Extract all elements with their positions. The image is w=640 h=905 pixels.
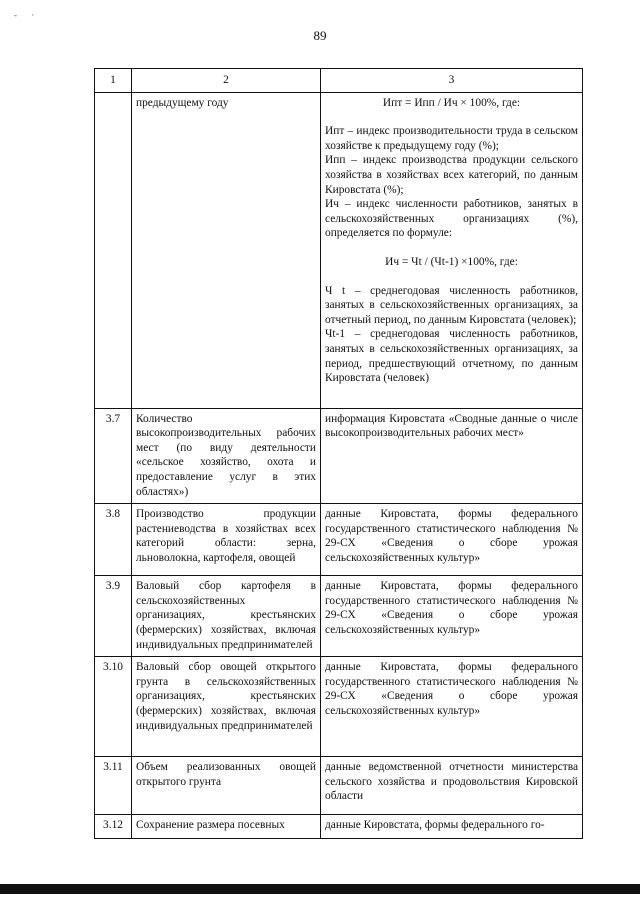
scan-bottom-edge	[0, 884, 640, 894]
table-row	[95, 504, 583, 576]
row-number: 3.8	[95, 504, 132, 576]
formula-headcount-index: Ич = Чt / (Чt-1) ×100%, где:	[385, 255, 518, 268]
table-row	[95, 815, 583, 839]
scan-corner-mark: - ·	[14, 10, 41, 20]
row-description: предыдущему году	[132, 92, 321, 408]
definition-ch-t: Ч t – среднегодовая численность работников, занятых в сельскохозяйственных организациях, за отчетный период, по данным Кировстата (человек);	[325, 284, 578, 326]
table-row	[95, 576, 583, 657]
table-header-row	[95, 69, 583, 93]
table-row	[95, 92, 583, 408]
row-number: 3.11	[95, 757, 132, 815]
row-source: данные Кировстата, формы федерального государственного статистического наблюдения № 29-СХ «Сведения о сборе урожая сельскохозяйственных культур»	[321, 657, 583, 757]
row-description: Сохранение размера посевных	[132, 815, 321, 839]
indicator-table	[94, 68, 583, 839]
definition-ipp: Ипп – индекс производства продукции сельского хозяйства в хозяйствах всех категорий, по данным Кировстата (%);	[325, 154, 578, 196]
row-description: Количество высокопроизводительных рабочих мест (по виду деятельности «сельское хозяйство, охота и предоставление услуг в этих областях»)	[132, 408, 321, 504]
row-description: Производство продукции растениеводства в хозяйствах всех категорий области: зерна, льноволокна, картофеля, овощей	[132, 504, 321, 576]
table-row	[95, 408, 583, 504]
row-number: 3.10	[95, 657, 132, 757]
row-source: информация Кировстата «Сводные данные о числе высокопроизводительных рабочих мест»	[321, 408, 583, 504]
row-description: Объем реализованных овощей открытого грунта	[132, 757, 321, 815]
row-number: 3.12	[95, 815, 132, 839]
column-header: 3	[321, 69, 583, 93]
column-header: 1	[95, 69, 132, 93]
row-description: Валовый сбор картофеля в сельскохозяйственных организациях, крестьянских (фермерских) хозяйствах, включая индивидуальных предпринимателей	[132, 576, 321, 657]
row-description: Валовый сбор овощей открытого грунта в сельскохозяйственных организациях, крестьянских (фермерских) хозяйствах, включая индивидуальных предпринимателей	[132, 657, 321, 757]
definition-ipt: Ипт – индекс производительности труда в сельском хозяйстве к предыдущему году (%);	[325, 125, 578, 152]
column-header: 2	[132, 69, 321, 93]
row-number: 3.9	[95, 576, 132, 657]
row-number: 3.7	[95, 408, 132, 504]
row-source: данные ведомственной отчетности министерства сельского хозяйства и продовольствия Кировской области	[321, 757, 583, 815]
row-source: данные Кировстата, формы федерального государственного статистического наблюдения № 29-СХ «Сведения о сборе урожая сельскохозяйственных культур»	[321, 504, 583, 576]
formula-labor-productivity: Ипт = Ипп / Ич × 100%, где:	[382, 96, 521, 109]
page-number: 89	[313, 28, 327, 43]
row-source: данные Кировстата, формы федерального государственного статистического наблюдения № 29-СХ «Сведения о сборе урожая сельскохозяйственных культур»	[321, 576, 583, 657]
row-number	[95, 92, 132, 408]
row-source: данные Кировстата, формы федерального го-	[321, 815, 583, 839]
row-source	[321, 92, 583, 408]
definition-ch-t-1: Чt-1 – среднегодовая численность работников, занятых в сельскохозяйственных организациях, за период, предшествующий отчетному, по данным Кировстата (человек)	[325, 328, 578, 385]
table-row	[95, 657, 583, 757]
definition-ich: Ич – индекс численности работников, занятых в сельскохозяйственных организациях (%), определяется по формуле:	[325, 198, 578, 240]
table-row	[95, 757, 583, 815]
